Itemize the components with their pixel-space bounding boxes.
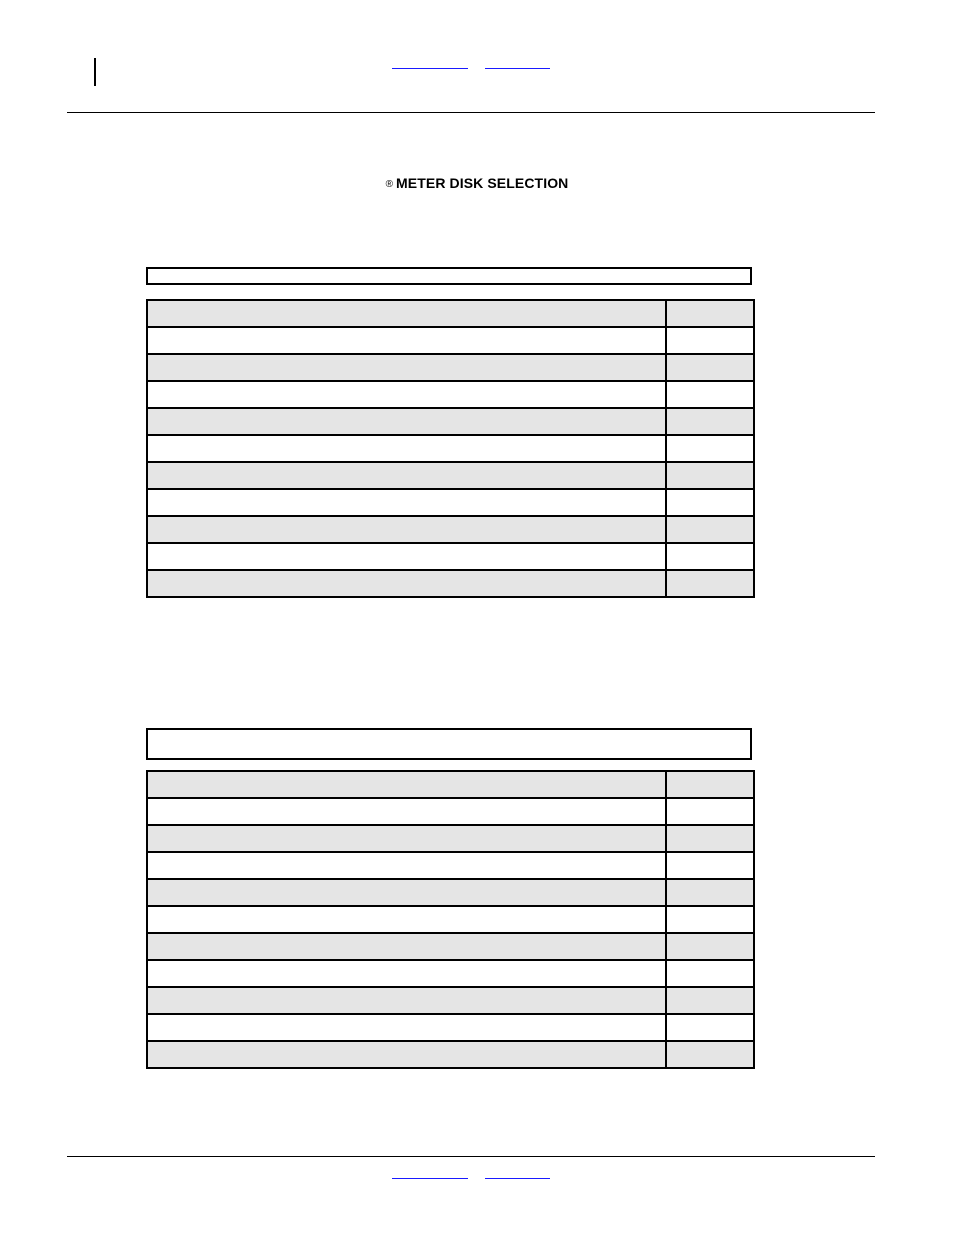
part-number-cell <box>666 327 754 354</box>
part-number-cell <box>666 1041 754 1068</box>
description-cell <box>147 435 666 462</box>
description-cell <box>147 825 666 852</box>
description-cell <box>147 987 666 1014</box>
meter-disk-table-2 <box>146 770 755 1069</box>
footer-rule <box>67 1156 875 1157</box>
part-number-cell <box>666 987 754 1014</box>
part-number-cell <box>666 462 754 489</box>
description-cell <box>147 354 666 381</box>
footer-link-2[interactable] <box>485 1168 550 1179</box>
description-cell <box>147 852 666 879</box>
description-cell <box>147 933 666 960</box>
part-number-cell <box>666 543 754 570</box>
table-1-caption <box>146 267 752 285</box>
header-link-1[interactable] <box>392 58 468 69</box>
table-row <box>147 960 754 987</box>
description-cell <box>147 879 666 906</box>
description-cell <box>147 1041 666 1068</box>
part-number-cell <box>666 798 754 825</box>
description-cell <box>147 960 666 987</box>
table-row <box>147 1014 754 1041</box>
part-number-cell <box>666 381 754 408</box>
part-number-cell <box>666 825 754 852</box>
part-number-cell <box>666 516 754 543</box>
description-cell <box>147 771 666 798</box>
table-row <box>147 354 754 381</box>
meter-disk-table-1 <box>146 299 755 598</box>
part-number-cell <box>666 960 754 987</box>
part-number-cell <box>666 933 754 960</box>
description-cell <box>147 543 666 570</box>
table-row <box>147 825 754 852</box>
part-number-cell <box>666 489 754 516</box>
description-cell <box>147 300 666 327</box>
table-row <box>147 879 754 906</box>
part-number-cell <box>666 300 754 327</box>
description-cell <box>147 516 666 543</box>
table-row <box>147 516 754 543</box>
table-row <box>147 933 754 960</box>
table-row <box>147 987 754 1014</box>
table-row <box>147 462 754 489</box>
part-number-cell <box>666 435 754 462</box>
part-number-cell <box>666 906 754 933</box>
table-row <box>147 408 754 435</box>
footer-nav <box>0 1168 954 1180</box>
part-number-cell <box>666 879 754 906</box>
header-rule <box>67 112 875 113</box>
description-cell <box>147 489 666 516</box>
description-cell <box>147 906 666 933</box>
table-row <box>147 435 754 462</box>
part-number-cell <box>666 852 754 879</box>
part-number-cell <box>666 570 754 597</box>
table-row <box>147 771 754 798</box>
table-2-caption <box>146 728 752 760</box>
table-row <box>147 906 754 933</box>
registered-mark: ® <box>385 179 394 190</box>
description-cell <box>147 462 666 489</box>
header-link-2[interactable] <box>485 58 550 69</box>
table-row <box>147 381 754 408</box>
table-row <box>147 300 754 327</box>
footer-link-1[interactable] <box>392 1168 468 1179</box>
table-row <box>147 798 754 825</box>
part-number-cell <box>666 408 754 435</box>
page-title <box>0 175 954 191</box>
table-row <box>147 489 754 516</box>
table-row <box>147 1041 754 1068</box>
header-nav <box>0 58 954 70</box>
table-row <box>147 327 754 354</box>
description-cell <box>147 327 666 354</box>
description-cell <box>147 798 666 825</box>
description-cell <box>147 570 666 597</box>
part-number-cell <box>666 354 754 381</box>
table-row <box>147 852 754 879</box>
part-number-cell <box>666 1014 754 1041</box>
description-cell <box>147 1014 666 1041</box>
part-number-cell <box>666 771 754 798</box>
description-cell <box>147 408 666 435</box>
page-title-text: METER DISK SELECTION <box>396 175 569 191</box>
description-cell <box>147 381 666 408</box>
table-row <box>147 543 754 570</box>
table-row <box>147 570 754 597</box>
